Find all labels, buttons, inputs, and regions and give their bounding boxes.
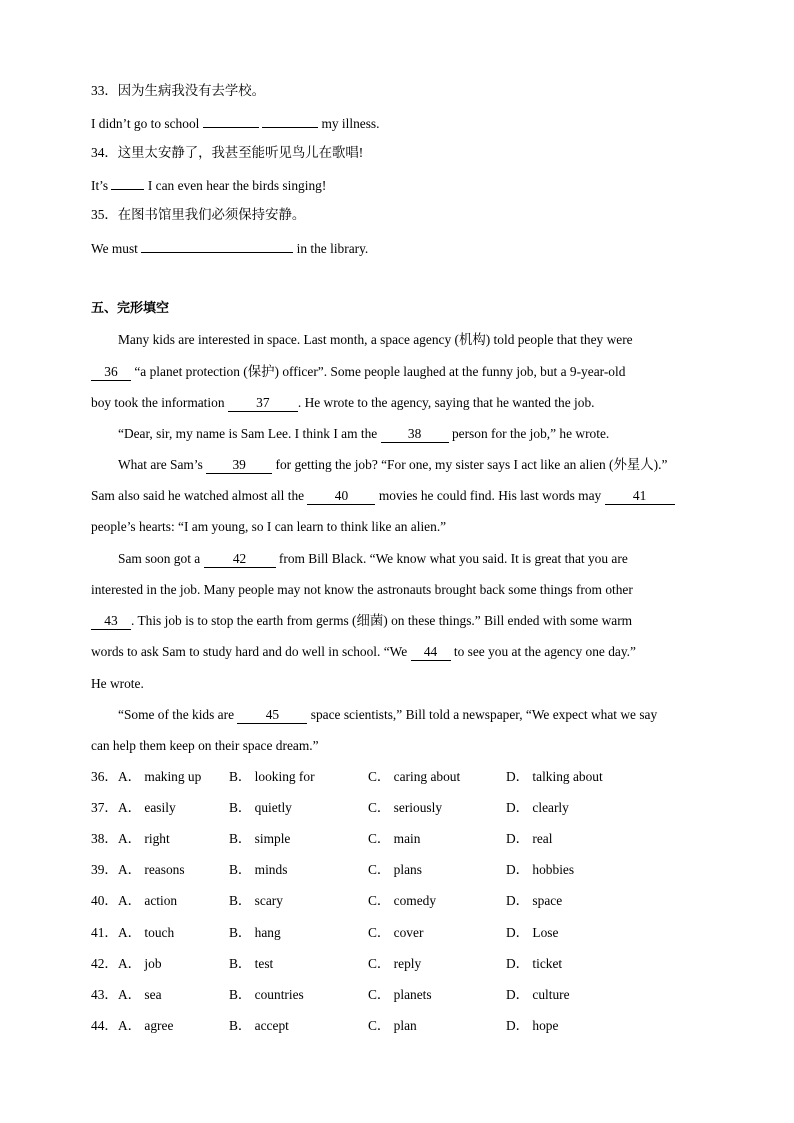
question-34-prompt: 34．这里太安静了，我甚至能听见鸟儿在歌唱! <box>91 145 364 160</box>
option-b[interactable]: B． quietly <box>229 800 292 816</box>
passage-text: space scientists,” Bill told a newspaper, “We expect what we say <box>310 707 658 722</box>
question-34-sentence <box>91 175 326 195</box>
passage-line: people’s hearts: “I am young, so I can learn to think like an alien.” <box>91 519 447 534</box>
option-a[interactable]: A． action <box>118 893 178 909</box>
passage-text: for getting the job? “For one, my sister says I act like an alien (外星人).” <box>275 457 668 472</box>
question-number: 38． <box>91 831 118 847</box>
sentence-text: my illness. <box>321 116 380 131</box>
passage-line <box>118 550 628 568</box>
option-d[interactable]: D． talking about <box>506 769 603 784</box>
passage-text: “Dear, sir, my name is Sam Lee. I think I am the <box>118 426 378 441</box>
option-b[interactable]: B． minds <box>229 862 288 878</box>
passage-line <box>91 394 594 412</box>
passage-text: “Some of the kids are <box>118 707 235 722</box>
option-c[interactable]: C． planets <box>368 986 432 1002</box>
passage-text: person for the job,” he wrote. <box>451 426 610 441</box>
passage-line: Many kids are interested in space. Last month, a space agency (机构) told people that they were <box>118 332 633 347</box>
passage-text: from Bill Black. “We know what you said. It is great that you are <box>278 551 628 566</box>
sentence-text: in the library. <box>296 241 369 256</box>
passage-text: words to ask Sam to study hard and do well in school. “We <box>91 644 408 659</box>
question-35-prompt: 35．在图书馆里我们必须保持安静。 <box>91 207 306 222</box>
option-c[interactable]: C． cover <box>368 924 424 940</box>
option-d[interactable]: D． culture <box>506 986 570 1002</box>
passage-line <box>91 643 636 661</box>
option-c[interactable]: C． plans <box>368 862 422 878</box>
option-b[interactable]: B． looking for <box>229 769 315 784</box>
option-d[interactable]: D． space <box>506 893 563 909</box>
option-b[interactable]: B． hang <box>229 924 281 940</box>
option-c[interactable]: C． comedy <box>368 893 437 909</box>
option-d[interactable]: D． real <box>506 831 553 847</box>
question-33-sentence <box>91 113 379 133</box>
option-c[interactable]: C． plan <box>368 1017 417 1033</box>
question-35-sentence <box>91 238 368 258</box>
passage-line <box>91 612 632 630</box>
cloze-blank-42[interactable]: 42 <box>204 551 276 568</box>
option-c[interactable]: C． main <box>368 831 421 847</box>
option-b[interactable]: B． countries <box>229 986 304 1002</box>
section-title: 五、完形填空 <box>91 301 170 316</box>
passage-text: . This job is to stop the earth from germs (细菌) on these things.” Bill ended with some warm <box>131 613 633 628</box>
option-a[interactable]: A． reasons <box>118 862 185 878</box>
cloze-blank-36[interactable]: 36 <box>91 364 131 381</box>
passage-line <box>118 706 657 724</box>
sentence-text: I didn’t go to school <box>91 116 200 131</box>
option-a[interactable]: A． agree <box>118 1017 174 1033</box>
question-number: 36． <box>91 769 118 784</box>
question-number: 41． <box>91 924 118 940</box>
passage-line <box>118 425 609 443</box>
cloze-blank-38[interactable]: 38 <box>381 426 449 443</box>
option-a[interactable]: A． job <box>118 955 162 971</box>
cloze-blank-40[interactable]: 40 <box>307 488 375 505</box>
option-d[interactable]: D． hope <box>506 1017 559 1033</box>
passage-text: Sam soon got a <box>118 551 201 566</box>
sentence-text: It’s <box>91 178 109 193</box>
cloze-blank-43[interactable]: 43 <box>91 613 131 630</box>
answer-blank[interactable] <box>203 113 259 128</box>
passage-text: movies he could find. His last words may <box>378 488 602 503</box>
option-b[interactable]: B． test <box>229 955 274 971</box>
option-d[interactable]: D． Lose <box>506 924 559 940</box>
question-33-prompt: 33．因为生病我没有去学校。 <box>91 83 266 98</box>
answer-blank[interactable] <box>141 238 293 253</box>
option-b[interactable]: B． simple <box>229 831 291 847</box>
answer-blank[interactable] <box>111 175 144 190</box>
sentence-text: We must <box>91 241 138 256</box>
passage-line <box>118 456 667 474</box>
passage-line <box>91 363 625 381</box>
cloze-blank-37[interactable]: 37 <box>228 395 298 412</box>
option-a[interactable]: A． right <box>118 831 170 847</box>
option-a[interactable]: A． easily <box>118 800 176 816</box>
passage-line <box>91 487 675 505</box>
option-c[interactable]: C． reply <box>368 955 422 971</box>
option-b[interactable]: B． scary <box>229 893 283 909</box>
passage-text: boy took the information <box>91 395 225 410</box>
sentence-text: I can even hear the birds singing! <box>147 178 327 193</box>
question-number: 40． <box>91 893 118 909</box>
question-number: 42． <box>91 955 118 971</box>
option-d[interactable]: D． hobbies <box>506 862 575 878</box>
question-number: 43． <box>91 986 118 1002</box>
question-number: 39． <box>91 862 118 878</box>
cloze-blank-39[interactable]: 39 <box>206 457 272 474</box>
cloze-blank-44[interactable]: 44 <box>411 644 451 661</box>
option-a[interactable]: A． sea <box>118 986 162 1002</box>
passage-text: “a planet protection (保护) officer”. Some people laughed at the funny job, but a 9-year-old <box>134 364 626 379</box>
option-d[interactable]: D． clearly <box>506 800 569 816</box>
cloze-blank-41[interactable]: 41 <box>605 488 675 505</box>
question-number: 37． <box>91 800 118 816</box>
passage-line: interested in the job. Many people may not know the astronauts brought back some things from other <box>91 582 633 597</box>
option-b[interactable]: B． accept <box>229 1017 289 1033</box>
cloze-blank-45[interactable]: 45 <box>237 707 307 724</box>
option-a[interactable]: A． touch <box>118 924 175 940</box>
passage-text: What are Sam’s <box>118 457 203 472</box>
option-a[interactable]: A． making up <box>118 769 202 784</box>
answer-blank[interactable] <box>262 113 318 128</box>
passage-text: to see you at the agency one day.” <box>453 644 636 659</box>
question-number: 44． <box>91 1017 118 1033</box>
passage-text: Sam also said he watched almost all the <box>91 488 305 503</box>
option-c[interactable]: C． seriously <box>368 800 443 816</box>
passage-line: can help them keep on their space dream.” <box>91 738 319 753</box>
option-d[interactable]: D． ticket <box>506 955 563 971</box>
passage-text: . He wrote to the agency, saying that he wanted the job. <box>297 395 595 410</box>
option-c[interactable]: C． caring about <box>368 769 461 784</box>
passage-line: He wrote. <box>91 676 144 691</box>
